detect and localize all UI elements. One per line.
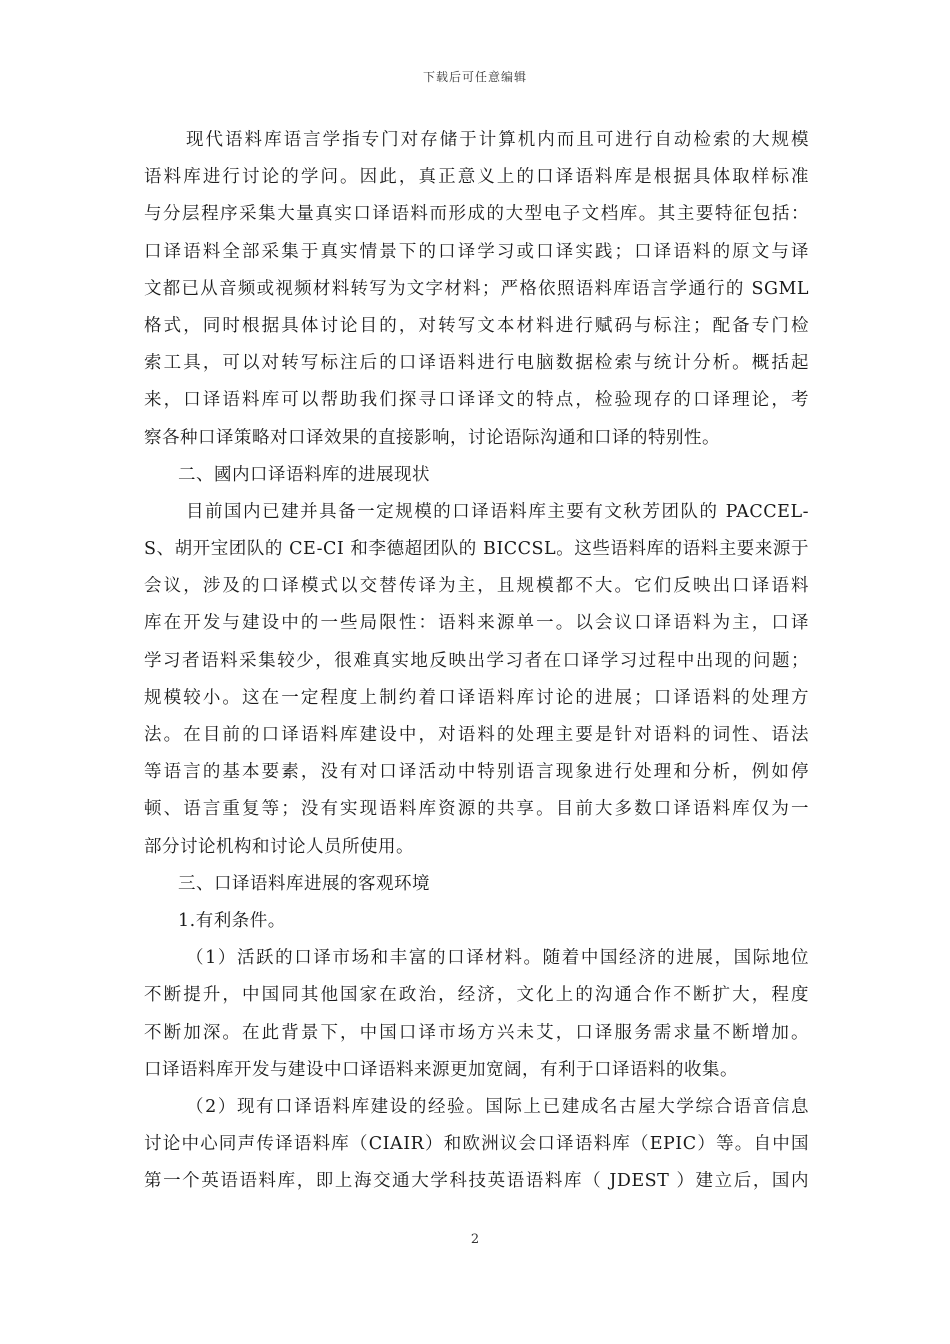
- page-header: 下载后可任意编辑: [422, 70, 527, 84]
- subsection-heading: 1.有利条件。: [178, 910, 286, 931]
- paragraph-line: 不断提升，中国同其他国家在政治，经济，文化上的沟通合作不断扩大，程度: [144, 985, 809, 1006]
- page-number: 2: [470, 1232, 480, 1247]
- paragraph-line: 格式，同时根据具体讨论目的，对转写文本材料进行赋码与标注；配备专门检: [144, 315, 809, 336]
- paragraph-line: 部分讨论机构和讨论人员所使用。: [144, 836, 414, 857]
- paragraph-line: 顿、语言重复等；没有实现语料库资源的共享。目前大多数口译语料库仅为一: [144, 799, 809, 820]
- paragraph-line: 语料库进行讨论的学问。因此，真正意义上的口译语料库是根据具体取样标准: [144, 167, 809, 188]
- section-heading: 三、口译语料库进展的客观环境: [178, 873, 430, 894]
- paragraph-line: 目前国内已建并具备一定规模的口译语料库主要有文秋芳团队的 PACCEL-: [186, 501, 809, 522]
- paragraph-line: 与分层程序采集大量真实口译语料而形成的大型电子文档库。其主要特征包括：: [144, 204, 809, 225]
- body-text: [144, 122, 809, 1200]
- paragraph-line: 第一个英语语料库，即上海交通大学科技英语语料库（ JDEST ）建立后，国内: [144, 1171, 809, 1192]
- paragraph-line: S、胡开宝团队的 CE-CI 和李德超团队的 BICCSL。这些语料库的语料主要来源于: [144, 539, 809, 560]
- paragraph-line: 讨论中心同声传译语料库（CIAIR）和欧洲议会口译语料库（EPIC）等。自中国: [144, 1134, 809, 1155]
- paragraph-line: 等语言的基本要素，没有对口译活动中特别语言现象进行处理和分析，例如停: [144, 762, 809, 783]
- paragraph-line: （1）活跃的口译市场和丰富的口译材料。随着中国经济的进展，国际地位: [186, 948, 809, 969]
- paragraph-line: 索工具，可以对转写标注后的口译语料进行电脑数据检索与统计分析。概括起: [144, 353, 809, 374]
- paragraph-line: 不断加深。在此背景下，中国口译市场方兴未艾，口译服务需求量不断增加。: [144, 1022, 809, 1043]
- paragraph-line: 文都已从音频或视频材料转写为文字材料；严格依照语料库语言学通行的 SGML: [144, 278, 809, 299]
- paragraph-line: 规模较小。这在一定程度上制约着口译语料库讨论的进展；口译语料的处理方: [144, 687, 809, 708]
- paragraph-line: 来，口译语料库可以帮助我们探寻口译译文的特点，检验现存的口译理论，考: [144, 390, 809, 411]
- paragraph-line: 库在开发与建设中的一些局限性：语料来源单一。以会议口译语料为主，口译: [144, 613, 809, 634]
- paragraph-line: 察各种口译策略对口译效果的直接影响，讨论语际沟通和口译的特别性。: [144, 427, 720, 448]
- paragraph-line: 现代语料库语言学指专门对存储于计算机内而且可进行自动检索的大规模: [186, 130, 809, 150]
- paragraph-line: 口译语料库开发与建设中口译语料来源更加宽阔，有利于口译语料的收集。: [144, 1059, 738, 1080]
- paragraph-line: 法。在目前的口译语料库建设中，对语料的处理主要是针对语料的词性、语法: [144, 725, 809, 745]
- paragraph-line: （2）现有口译语料库建设的经验。国际上已建成名古屋大学综合语音信息: [186, 1096, 809, 1117]
- paragraph-line: 口译语料全部采集于真实情景下的口译学习或口译实践；口译语料的原文与译: [144, 241, 809, 262]
- paragraph-line: 学习者语料采集较少，很难真实地反映出学习者在口译学习过程中出现的问题；: [144, 650, 809, 671]
- paragraph-line: 会议，涉及的口译模式以交替传译为主，且规模都不大。它们反映出口译语料: [144, 576, 809, 597]
- section-heading: 二、國内口译语料库的进展现状: [178, 464, 430, 485]
